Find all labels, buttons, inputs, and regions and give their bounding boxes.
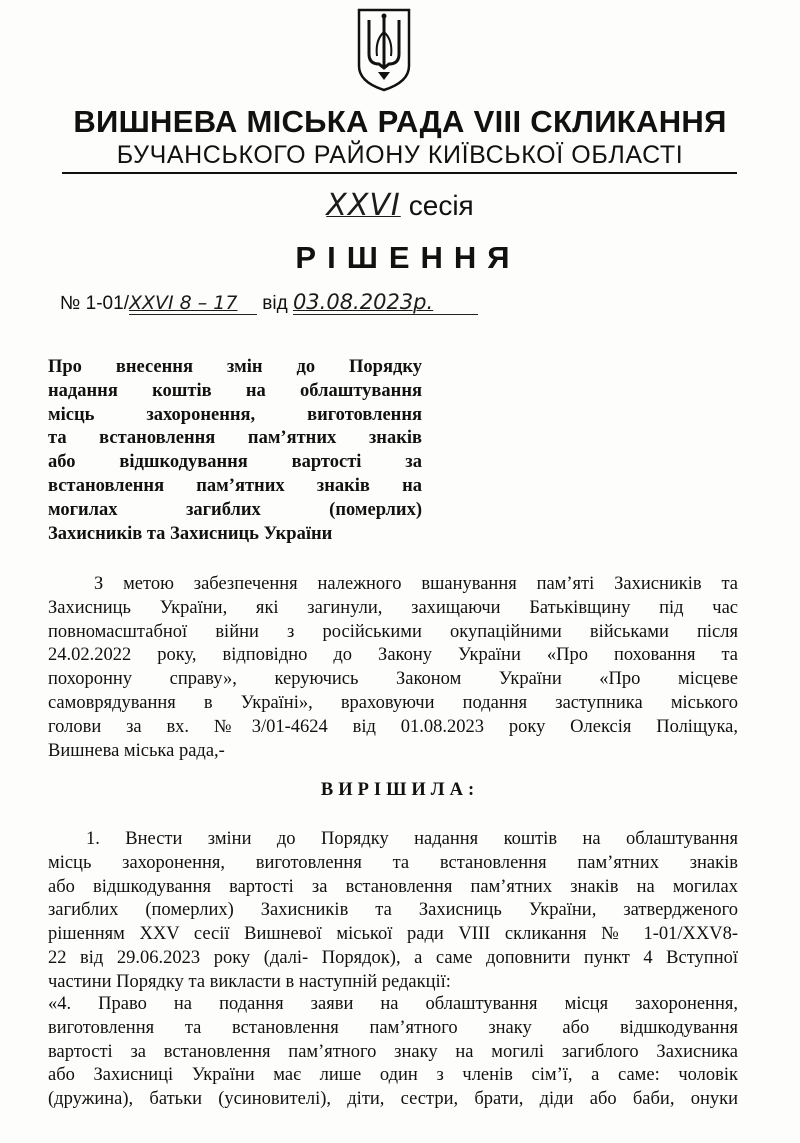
session-word: сесія (408, 190, 474, 221)
preamble-line: голови за вх. №3/01-4624 від 01.08.2023 року Олексія Поліщука, (48, 716, 738, 737)
preamble-line: Захисниць України, які загинули, захищаючи Батьківщину під час (48, 597, 738, 618)
subject-line: та встановлення пам’ятних знаків (48, 428, 422, 449)
preamble-line: самоврядування в Україні», враховуючи подання заступника міського (48, 692, 738, 713)
resolved-heading: ВИРІШИЛА: (320, 780, 480, 800)
subject-line: Про внесення змін до Порядку (48, 357, 422, 377)
subject-line: або відшкодування вартості за (48, 452, 422, 473)
session-line (0, 188, 800, 223)
quote-line: «4. Право на подання заяви на облаштування місця захоронення, (48, 994, 738, 1014)
number-prefix: № 1-01/ (60, 293, 129, 314)
preamble-line: 24.02.2022 року, відповідно до Закону України «Про поховання та (48, 645, 738, 666)
subject-line: встановлення пам’ятних знаків на (48, 475, 422, 496)
item-1-line: частини Порядку та викласти в наступній редакції: (48, 971, 451, 992)
item-1-line: 1. Внести зміни до Порядку надання коштів на облаштування (86, 829, 738, 849)
decision-subject (48, 356, 422, 546)
subject-line: надання коштів на облаштування (48, 380, 422, 401)
quote-line: виготовлення та встановлення пам’ятного знаку або відшкодування (48, 1017, 738, 1038)
preamble-line: повномасштабної війни з російськими окупаційними військами після (48, 621, 738, 642)
subject-line: місць захоронення, виготовлення (48, 404, 422, 425)
quote-line: вартості за встановлення пам’ятного знаку на могилі загиблого Захисника (48, 1041, 738, 1062)
council-name: ВИШНЕВА МІСЬКА РАДА VIII СКЛИКАННЯ (73, 104, 727, 139)
decision-number: XXVI 8 – 17 (129, 292, 257, 315)
item-1-line: або відшкодування вартості за встановлення пам’ятних знаків на могилах (48, 876, 738, 897)
preamble-line: З метою забезпечення належного вшанування пам’яті Захисників та (94, 574, 738, 594)
quoted-clause-4 (48, 993, 738, 1112)
quote-line: або Захисниці України має лише один з членів сім’ї, а саме: чоловік (48, 1065, 738, 1086)
council-region: БУЧАНСЬКОГО РАЙОНУ КИЇВСЬКОЇ ОБЛАСТІ (116, 141, 684, 169)
quote-line: (дружина), батьки (усиновителі), діти, сестри, брати, діди або баби, онуки (48, 1089, 738, 1110)
subject-line: могилах загиблих (померлих) (48, 499, 422, 520)
header-divider (62, 172, 737, 174)
item-1-line: загиблих (померлих) Захисників та Захисниць України, затвердженого (48, 900, 738, 921)
item-1-line: місць захоронення, виготовлення та встановлення пам’ятних знаків (48, 852, 738, 873)
decision-number-line (60, 290, 478, 315)
preamble-line: Вишнева міська рада,- (48, 740, 225, 761)
preamble-line: похоронну справу», керуючись Законом України «Про місцеве (48, 669, 738, 690)
item-1-line: рішенням XXV сесії Вишневої міської ради VIII скликання № 1-01/XXV8- (48, 924, 738, 945)
trident-emblem-icon (355, 6, 413, 92)
decision-title: РІШЕННЯ (295, 240, 521, 275)
item-1-line: 22 від 29.06.2023 року (далі- Порядок), а саме доповнити пункт 4 Вступної (48, 947, 738, 968)
preamble-paragraph (48, 573, 738, 763)
subject-line: Захисників та Захисниць України (48, 523, 333, 544)
session-number: XXVI (326, 188, 401, 223)
item-1-paragraph (48, 828, 738, 995)
date-prefix: від (262, 293, 288, 314)
decision-date: 03.08.2023р. (293, 290, 478, 315)
